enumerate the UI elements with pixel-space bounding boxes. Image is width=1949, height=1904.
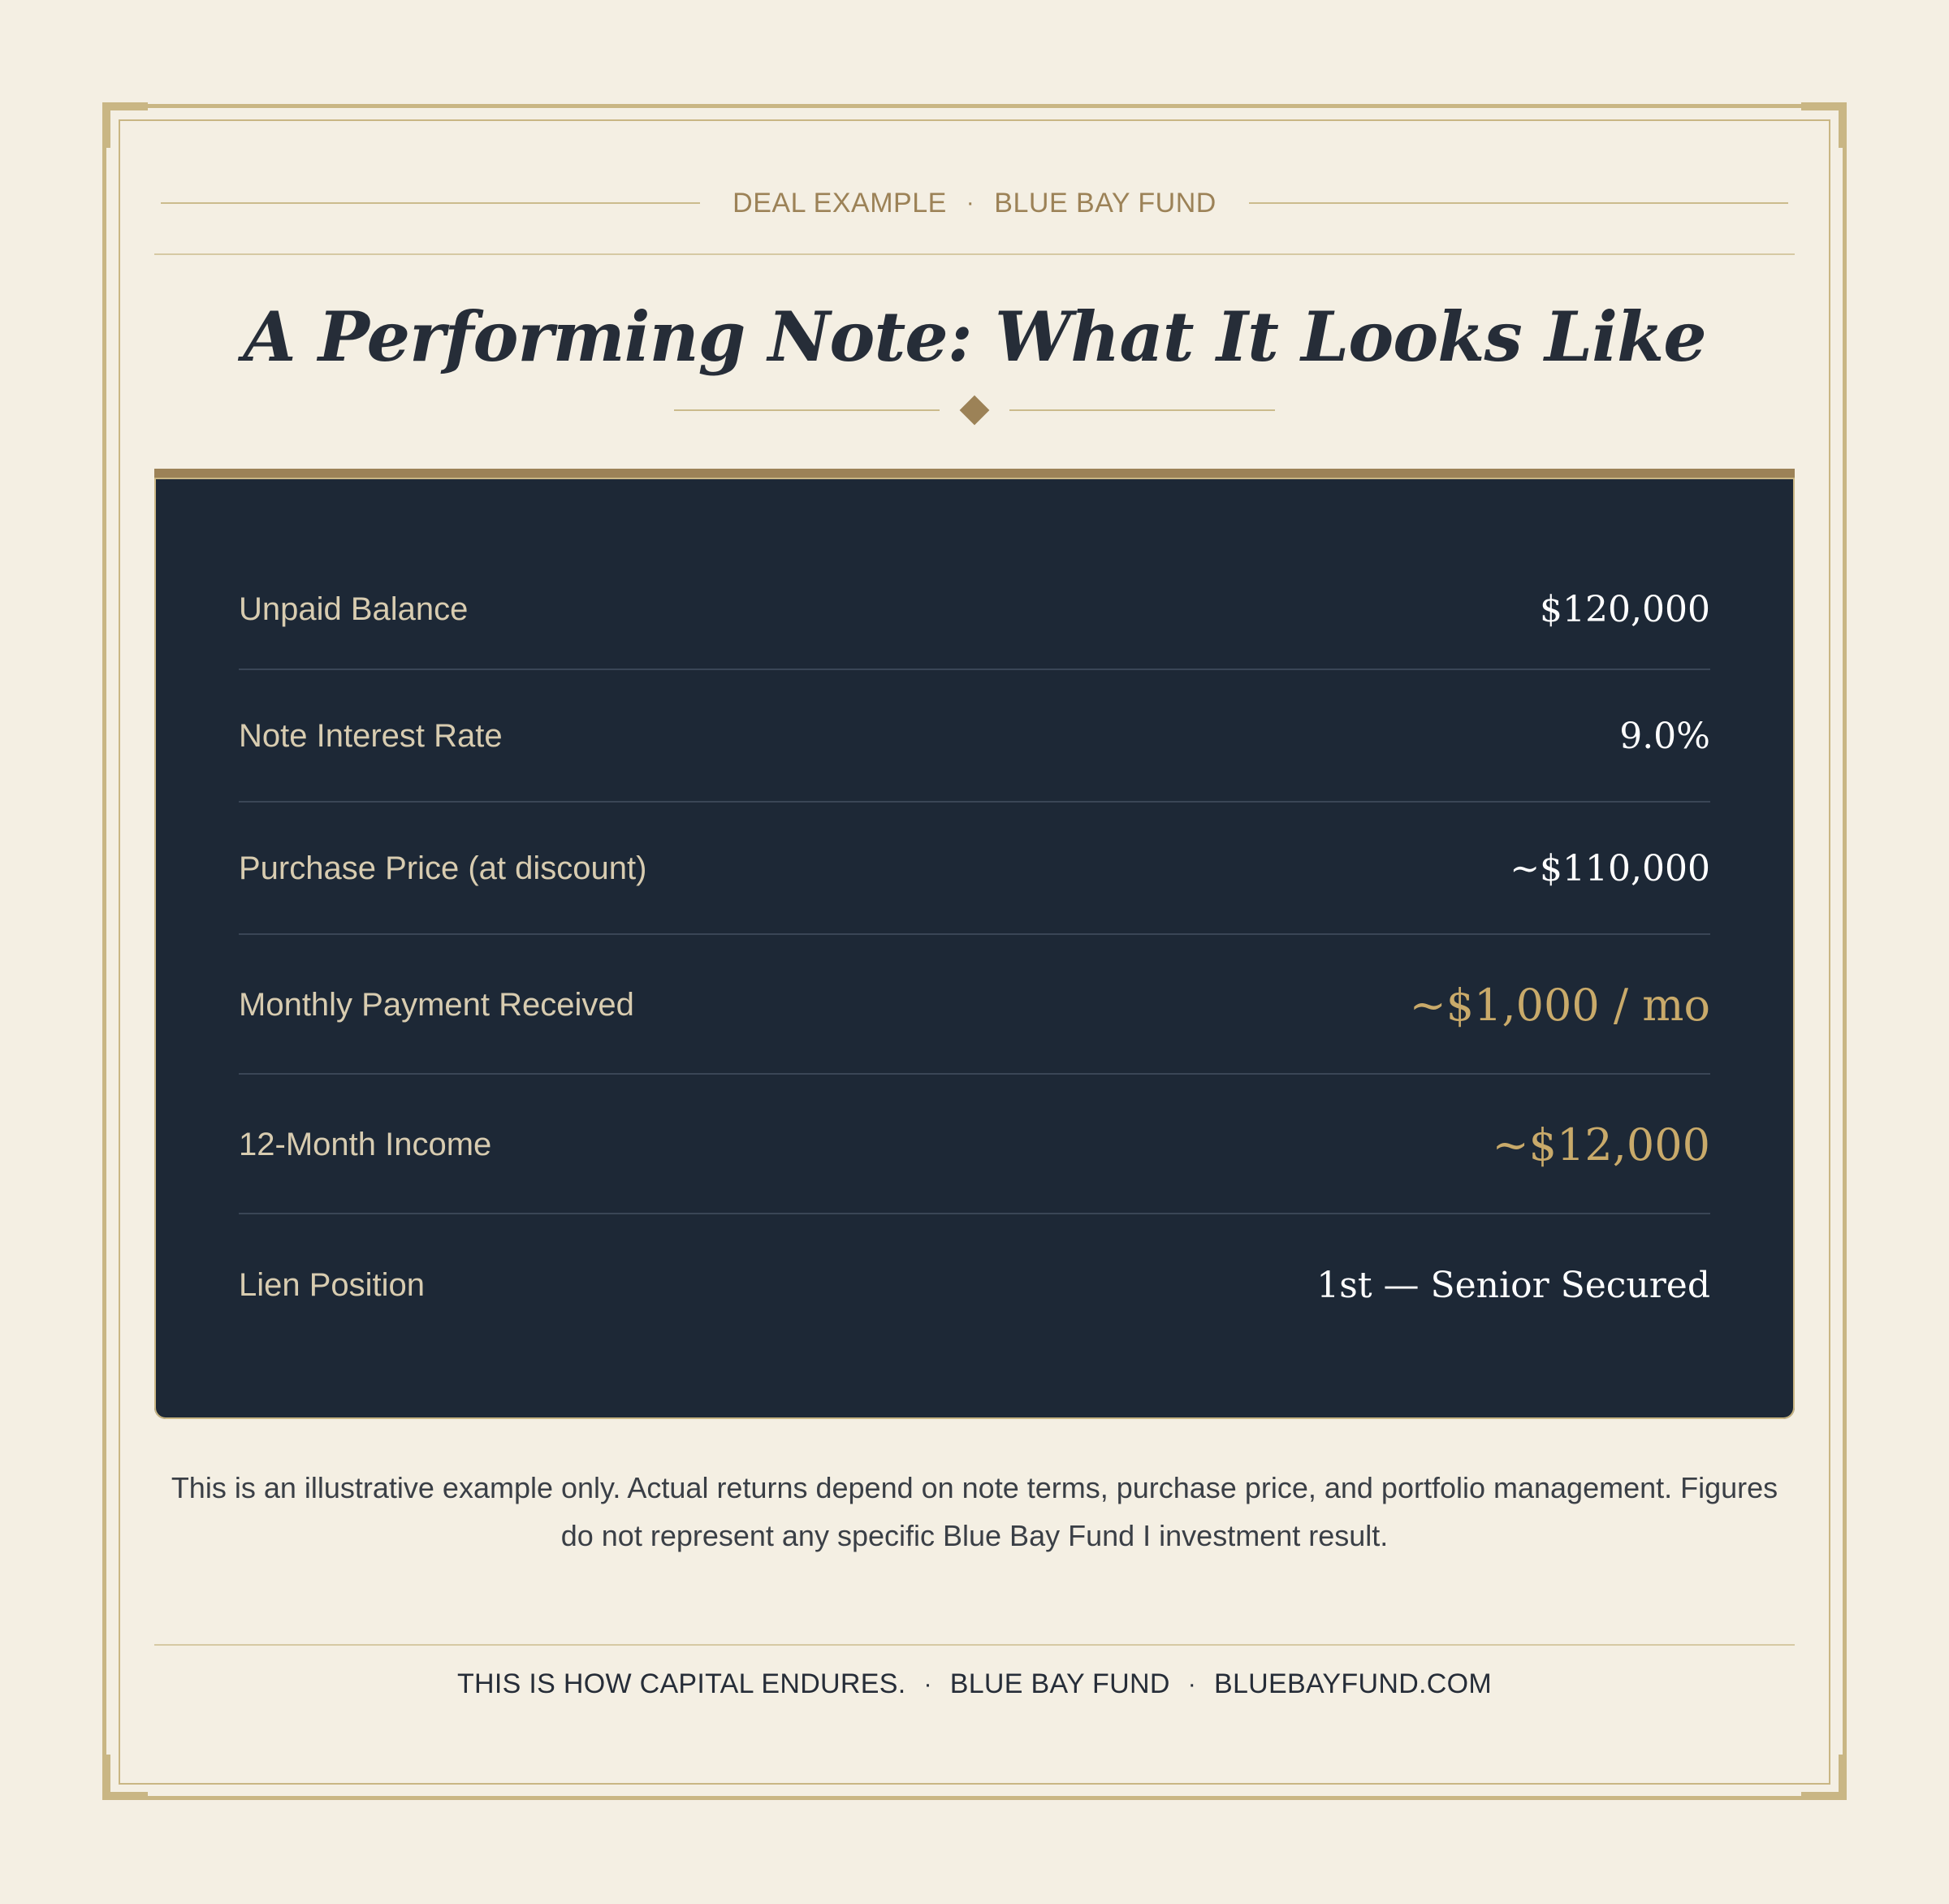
frame-corner-top-right: [1801, 102, 1847, 148]
eyebrow-rule-left: [161, 202, 700, 204]
ornament-rule-right: [1009, 409, 1275, 411]
title-ornament: [674, 396, 1275, 424]
deal-row-label: 12-Month Income: [239, 1126, 492, 1162]
footer-brand: BLUE BAY FUND: [949, 1668, 1170, 1699]
deal-row-annual-income: [239, 1076, 1710, 1214]
deal-row-value: $120,000: [1540, 589, 1710, 630]
eyebrow-fund-name: BLUE BAY FUND: [994, 187, 1217, 219]
eyebrow-separator: ·: [966, 189, 975, 216]
frame-corner-top-left: [102, 102, 148, 148]
deal-row-lien-position: [239, 1216, 1710, 1354]
frame-corner-bottom-left: [102, 1755, 148, 1800]
footer-separator: ·: [923, 1670, 932, 1698]
disclaimer-text: This is an illustrative example only. Actual returns depend on note terms, purchase price, and portfolio management. Figures do not represent any specific Blue Bay Fund I investment result.: [171, 1471, 1778, 1552]
deal-row-label: Unpaid Balance: [239, 591, 469, 627]
eyebrow-row: [161, 179, 1788, 227]
frame-corner-bottom-right: [1801, 1755, 1847, 1800]
header-divider: [154, 253, 1795, 255]
deal-row-value-highlight: ~$1,000 / mo: [1409, 979, 1710, 1031]
deal-row-value: 9.0%: [1619, 716, 1710, 757]
deal-row-value: 1st — Senior Secured: [1316, 1264, 1710, 1306]
eyebrow: [700, 188, 1249, 219]
ornament-rule-left: [674, 409, 940, 411]
footer-separator: ·: [1187, 1670, 1196, 1698]
diamond-icon: [960, 396, 990, 426]
footer-tagline: THIS IS HOW CAPITAL ENDURES.: [456, 1668, 906, 1699]
footer-website: BLUEBAYFUND.COM: [1213, 1668, 1493, 1699]
deal-row-unpaid-balance: [239, 551, 1710, 670]
footer-divider: [154, 1644, 1795, 1646]
deal-row-interest-rate: [239, 672, 1710, 803]
deal-row-value: ~$110,000: [1510, 848, 1710, 889]
deal-card: [154, 469, 1795, 1419]
deal-row-label: Monthly Payment Received: [239, 986, 634, 1023]
deal-row-label: Lien Position: [239, 1266, 426, 1303]
deal-row-purchase-price: [239, 804, 1710, 935]
deal-row-label: Purchase Price (at discount): [239, 850, 647, 886]
deal-row-monthly-payment: [239, 937, 1710, 1075]
eyebrow-deal-example: DEAL EXAMPLE: [732, 187, 947, 219]
footer: [154, 1668, 1795, 1700]
deal-row-value-highlight: ~$12,000: [1492, 1119, 1710, 1171]
eyebrow-rule-right: [1249, 202, 1788, 204]
deal-row-label: Note Interest Rate: [239, 718, 503, 754]
page-title: A Performing Note: What It Looks Like: [243, 296, 1706, 377]
